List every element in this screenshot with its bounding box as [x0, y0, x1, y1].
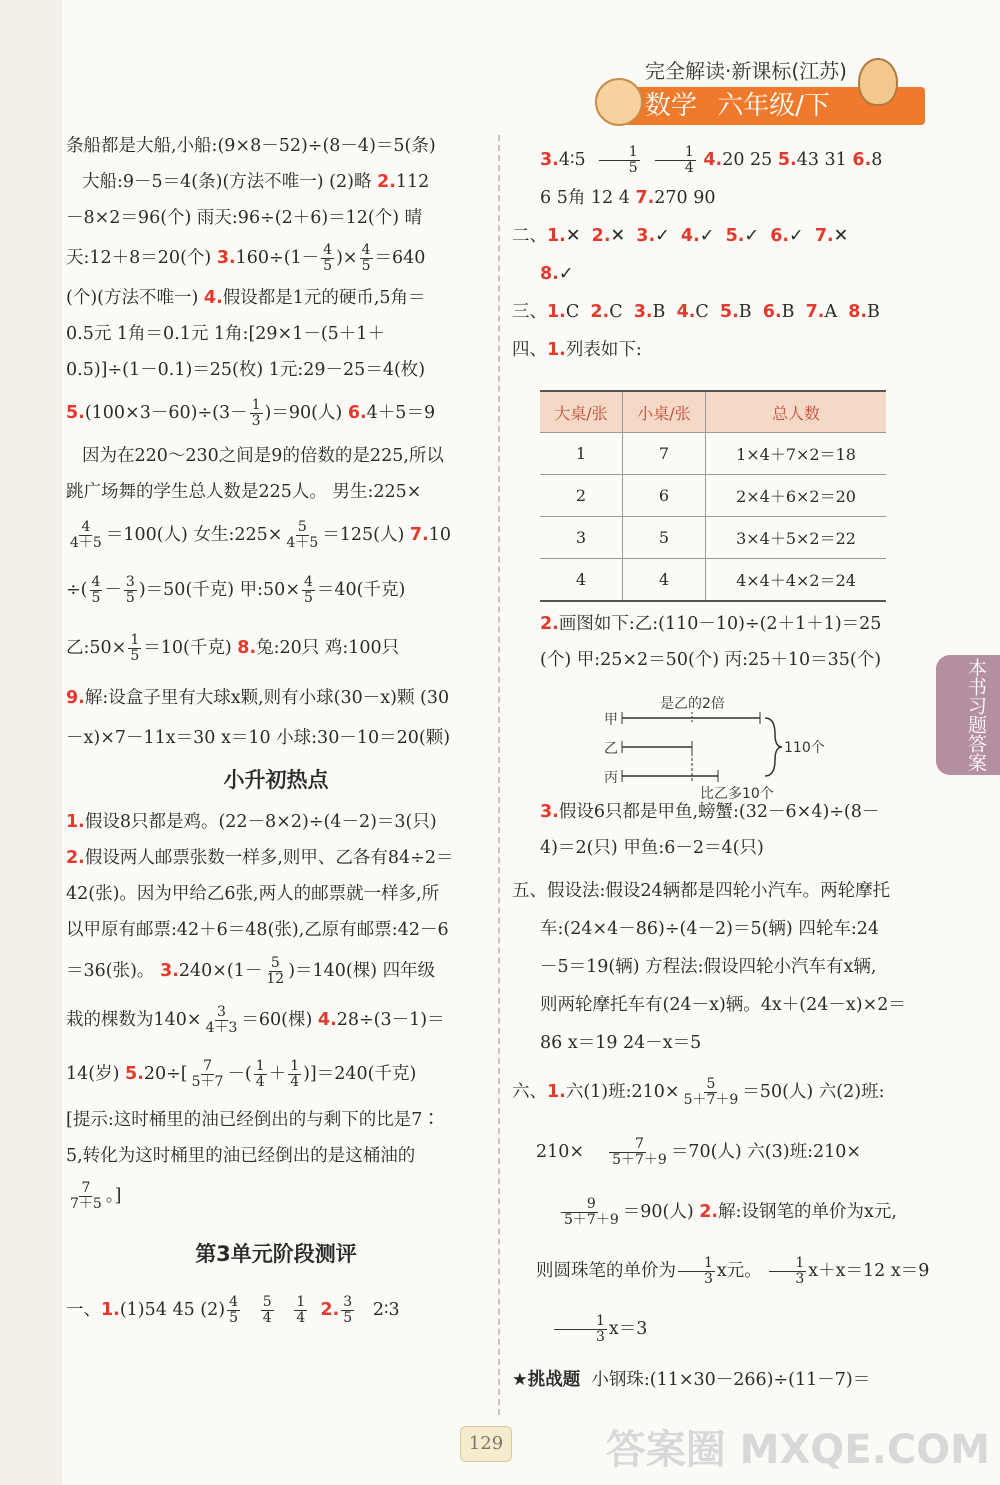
text-line: 车:(24×4－86)÷(4－2)＝5(辆) 四轮车:24: [540, 919, 879, 939]
section-heading: 小升初热点: [223, 768, 329, 792]
fraction: $\frac{1}{3}$: [554, 1314, 607, 1345]
line-segment-diagram: [600, 690, 840, 800]
table-header: 总人数: [706, 391, 886, 433]
text-line: (个)(方法不唯一) 4.假设都是1元的硬币,5角＝: [66, 288, 426, 308]
text-line: 14(岁) 5.20÷[ $\frac{7}{5+7}$ －( $\frac{1}{4}$ ＋ $\frac{1}{4}$ )]＝240(千克): [66, 1058, 417, 1090]
table-row: 4 4 4×4＋4×2＝24: [540, 559, 886, 602]
text-line: 一、1.(1)54 45 (2) $\frac{4}{5}$ $\frac{5}{4}$ $\frac{1}{4}$ 2. $\frac{3}{5}$ 2∶3: [66, 1294, 400, 1326]
fraction: $\frac{4}{5}$: [229, 1294, 238, 1326]
text-line: $\frac{4}{4+5}$ ＝100(人) 女生:225× $\frac{5}{4+5}$ ＝125(人) 7.10: [70, 519, 451, 551]
text-line: 栽的棵数为140× $\frac{3}{4+3}$ ＝60(棵) 4.28÷(3－1)＝: [66, 1004, 445, 1036]
fraction: $\frac{4}{4+5}$: [70, 519, 102, 551]
text-line: 乙:50× $\frac{1}{5}$ ＝10(千克) 8.兔:20只 鸡:100只: [66, 632, 400, 664]
text-line: 3.假设6只都是甲鱼,螃蟹:(32－6×4)÷(8－: [540, 802, 880, 822]
text-line: 五、假设法:假设24辆都是四轮小汽车。两轮摩托: [512, 881, 891, 901]
text-line: 以甲原有邮票:42＋6＝48(张),乙原有邮票:42－6: [66, 920, 449, 940]
diagram-svg: [600, 690, 840, 800]
fraction: $\frac{4}{5}$: [303, 574, 313, 606]
diagram-label-yi: 乙: [604, 741, 618, 757]
brace-mark: [765, 718, 782, 776]
fraction: $\frac{1}{3}$: [769, 1256, 806, 1287]
text-line: $\frac{1}{3}$ x＝3: [512, 1300, 932, 1358]
table-header: 小桌/张: [622, 391, 705, 433]
fraction: $\frac{5}{5+7+9}$: [683, 1076, 739, 1108]
fraction: $\frac{5}{4}$: [262, 1294, 272, 1326]
text-line: ★挑战题 小钢珠:(11×30－266)÷(11－7)＝: [512, 1370, 871, 1390]
fraction: $\frac{1}{3}$: [251, 397, 261, 429]
right-column-lower: [540, 794, 940, 866]
text-line: 四、1.列表如下:: [512, 340, 642, 360]
fraction: $\frac{1}{4}$: [296, 1294, 306, 1326]
text-line: $\frac{9}{5+7+9}$ ＝90(人) 2.解:设钢笔的单价为x元,: [512, 1182, 932, 1242]
section-heading: 第3单元阶段测评: [195, 1242, 357, 1266]
text-line: －x)×7－11x＝30 x＝10 小球:30－10＝20(颗): [66, 728, 451, 748]
text-line: $\frac{7}{7+5}$ 。]: [70, 1180, 122, 1212]
text-line: 9.解:设盒子里有大球x颗,则有小球(30－x)颗 (30: [66, 688, 450, 708]
fraction: $\frac{5}{12}$: [266, 955, 285, 987]
text-line: ＝36(张)。 3.240×(1－ $\frac{5}{12}$ )＝140(棵) 四年级: [66, 955, 436, 987]
table-header: 大桌/张: [540, 391, 622, 433]
diagram-label-top: 是乙的2倍: [660, 696, 725, 712]
text-line: 1.假设8只都是鸡。(22－8×2)÷(4－2)＝3(只): [66, 812, 437, 832]
text-line: (个) 甲:25×2＝50(个) 丙:25＋10＝35(个): [540, 650, 882, 670]
text-line: ÷( $\frac{4}{5}$ － $\frac{3}{5}$ )＝50(千克) 甲:50× $\frac{4}{5}$ ＝40(千克): [66, 574, 406, 606]
fraction: $\frac{1}{5}$: [599, 145, 640, 176]
text-line: 跳广场舞的学生总人数是225人。 男生:225×: [66, 482, 422, 502]
answer-table: [540, 390, 886, 602]
series-title: 完全解读·新课标(江苏): [645, 59, 847, 83]
text-line: 42(张)。因为甲给乙6张,两人的邮票就一样多,所: [66, 884, 440, 904]
text-line: 6 5角 12 4 7.270 90: [540, 188, 716, 208]
fraction: $\frac{1}{4}$: [655, 145, 696, 176]
text-line: 86 x＝19 24－x＝5: [540, 1033, 702, 1053]
fraction: $\frac{4}{5}$: [361, 242, 371, 274]
column-divider: [498, 135, 500, 1415]
text-line: 5.(100×3－60)÷(3－ $\frac{1}{3}$ )＝90(人) 6.4＋5＝9: [66, 397, 436, 429]
text-line: 则两轮摩托车有(24－x)辆。4x＋(24－x)×2＝: [540, 995, 906, 1015]
text-line: 二、1.✕ 2.✕ 3.✓ 4.✓ 5.✓ 6.✓ 7.✕: [512, 226, 849, 246]
watermark: 答案圈 MXQE.COM: [605, 1427, 990, 1473]
text-line: 2.假设两人邮票张数一样多,则甲、乙各有84÷2＝: [66, 848, 454, 868]
diagram-label-jia: 甲: [604, 712, 618, 728]
fraction: $\frac{7}{7+5}$: [70, 1180, 102, 1212]
text-line: 4)＝2(只) 甲鱼:6－2＝4(只): [540, 838, 764, 858]
text-line: 0.5元 1角＝0.1元 1角:[29×1－(5＋1＋: [66, 324, 385, 344]
text-line: 条船都是大船,小船:(9×8－52)÷(8－4)＝5(条): [66, 136, 436, 156]
table-row: 3 5 3×4＋5×2＝22: [540, 517, 886, 559]
right-column-bottom: [512, 872, 932, 1402]
fraction: $\frac{7}{5+7}$: [191, 1058, 224, 1090]
text-line: －8×2＝96(个) 雨天:96÷(2＋6)＝12(个) 晴: [66, 208, 423, 228]
table-row: 2 6 2×4＋6×2＝20: [540, 475, 886, 517]
fraction: $\frac{1}{5}$: [130, 632, 140, 664]
diagram-label-bing: 丙: [604, 770, 618, 786]
fraction: $\frac{4}{5}$: [323, 242, 333, 274]
text-line: [提示:这时桶里的油已经倒出的与剩下的比是7∶: [66, 1110, 440, 1130]
diagram-label-bottom: 比乙多10个: [700, 786, 774, 800]
fraction: $\frac{9}{5+7+9}$: [538, 1197, 621, 1228]
fraction: $\frac{1}{4}$: [290, 1058, 300, 1090]
text-line: 则圆珠笔的单价为 $\frac{1}{3}$ x元。 $\frac{1}{3}$ x＋x＝12 x＝9: [536, 1255, 930, 1287]
fraction: $\frac{3}{4+3}$: [205, 1004, 238, 1036]
side-tab[interactable]: 本书习题答案: [936, 655, 1000, 775]
fraction: $\frac{3}{5}$: [343, 1294, 353, 1326]
fraction: $\frac{3}{5}$: [125, 574, 135, 606]
subject-label: 数学: [645, 91, 698, 121]
text-line: 2.画图如下:乙:(110－10)÷(2＋1＋1)＝25: [540, 614, 882, 634]
fraction: $\frac{5}{4+5}$: [286, 519, 319, 551]
right-column: [512, 140, 932, 368]
text-line: 大船:9－5＝4(条)(方法不唯一) (2)略 2.112: [82, 172, 430, 192]
fraction: $\frac{7}{5+7+9}$: [586, 1137, 669, 1168]
text-line: 六、1.六(1)班:210× $\frac{5}{5+7+9}$ ＝50(人) 六(2)班:: [512, 1076, 885, 1108]
text-line: 210× $\frac{7}{5+7+9}$ ＝70(人) 六(3)班:210×: [536, 1136, 862, 1168]
bird-mascot-icon: [595, 78, 643, 126]
fraction: $\frac{1}{4}$: [255, 1058, 265, 1090]
text-line: 8.✓: [540, 264, 574, 284]
text-line: 3.4∶5 $\frac{1}{5}$ $\frac{1}{4}$ 4.20 25 5.43 31 6.8: [540, 144, 883, 176]
bird-mascot-icon: [858, 58, 898, 106]
text-line: 天:12＋8＝20(个) 3.160÷(1－ $\frac{4}{5}$ )× $\frac{4}{5}$ ＝640: [66, 242, 426, 274]
left-margin-band: [0, 0, 62, 1485]
table-row: 1 7 1×4＋7×2＝18: [540, 433, 886, 475]
text-line: 因为在220～230之间是9的倍数的是225,所以: [82, 446, 444, 466]
diagram-label-total: 110个: [784, 740, 825, 756]
text-line: －5＝19(辆) 方程法:假设四轮小汽车有x辆,: [540, 957, 877, 977]
text-line: 5,转化为这时桶里的油已经倒出的是这桶油的: [66, 1146, 416, 1166]
text-line: 三、1.C 2.C 3.B 4.C 5.B 6.B 7.A 8.B: [512, 302, 880, 322]
right-column-mid: [540, 606, 940, 678]
grade-label: 六年级/下: [717, 91, 831, 121]
text-line: 0.5)]÷(1－0.1)＝25(枚) 1元:29－25＝4(枚): [66, 360, 426, 380]
fraction: $\frac{1}{3}$: [678, 1256, 715, 1287]
fraction: $\frac{4}{5}$: [91, 574, 101, 606]
left-column: [66, 128, 486, 1330]
page-number: 129: [460, 1426, 512, 1462]
